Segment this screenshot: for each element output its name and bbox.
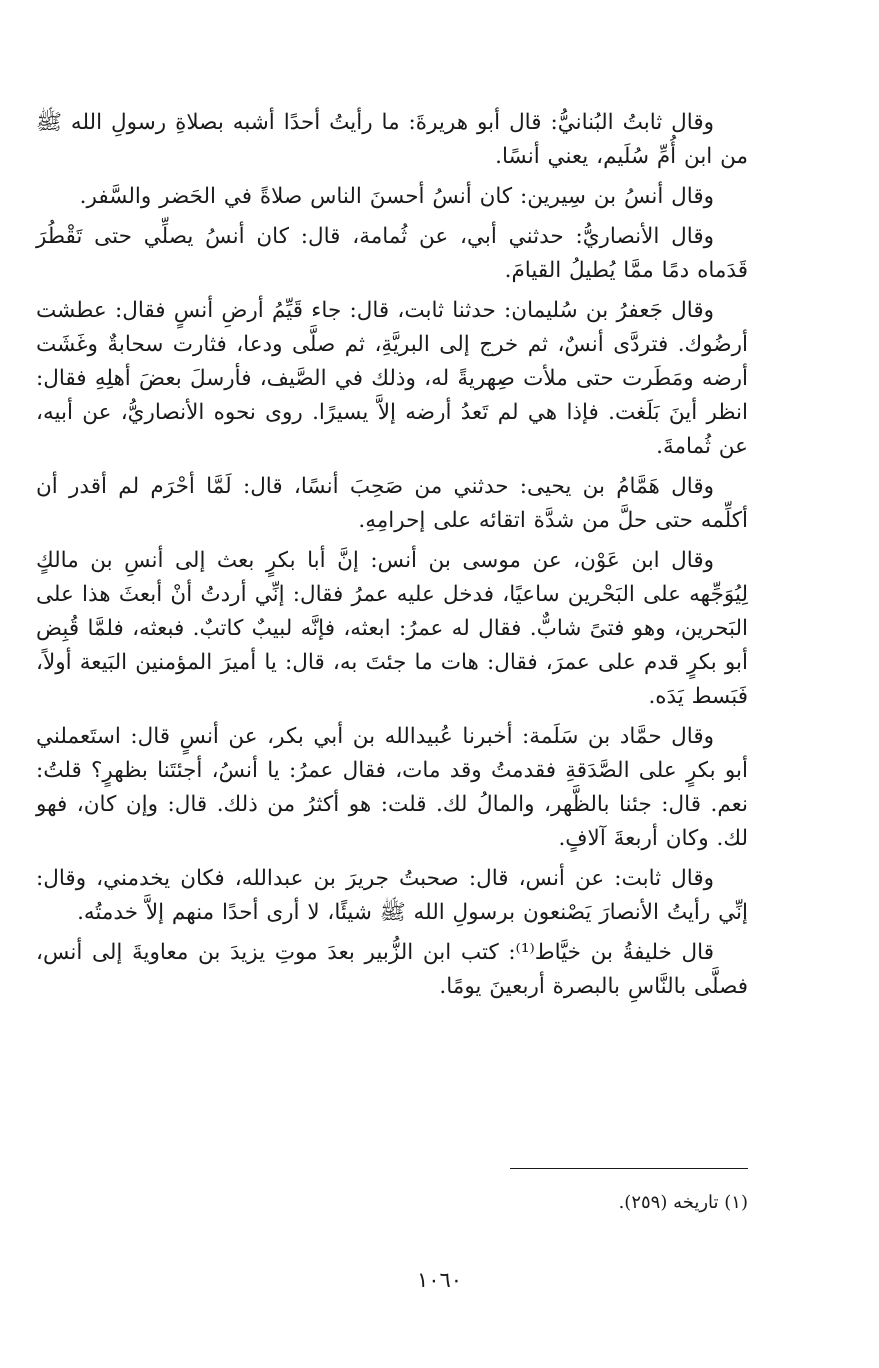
paragraph: وقال حمَّاد بن سَلَمة: أخبرنا عُبيدالله بن أبي بكر، عن أنسٍ قال: استَعملني أبو بكرٍ على الصَّدَقةِ فقدمتُ وقد مات، فقال عمرُ: يا أنسُ، أجئتَنا بظهرٍ؟ قلتُ: نعم. قال: جئنا بالظَّهر، والمالُ لك. قلت: هو أكثرُ من ذلك. قال: وإن كان، فهو لك. وكان أربعةَ آلافٍ. — [36, 724, 748, 851]
paragraph: وقال ثابت: عن أنس، قال: صحبتُ جريرَ بن عبدالله، فكان يخدمني، وقال: إنِّي رأيتُ الأنصارَ يَصْنعون برسولِ الله ﷺ شيئًا، لا أرى أحدًا منهم إلاَّ خدمتُه. — [36, 866, 748, 925]
paragraph: قال خليفةُ بن خيَّاط⁽¹⁾: كتب ابن الزُّبير بعدَ موتِ يزيدَ بن معاويةَ إلى أنس، فصلَّى بالنَّاسِ بالبصرة أربعينَ يومًا. — [36, 940, 748, 999]
paragraph: وقال الأنصاريُّ: حدثني أبي، عن ثُمامة، قال: كان أنسُ يصلِّي حتى تَقْطُرَ قَدَماه دمًا ممَّا يُطيلُ القيامَ. — [36, 224, 748, 283]
paragraph: وقال ابن عَوْن، عن موسى بن أنس: إنَّ أبا بكرٍ بعث إلى أنسِ بن مالكٍ لِيُوَجِّهه على البَحْرين ساعيًا، فدخل عليه عمرُ فقال: إنِّي أردتُ أنْ أبعثَ هذا على البَحرين، وهو فتىً شابٌّ. فقال له عمرُ: ابعثه، فإنَّه لبيبٌ كاتبٌ. فبعثه، فلمَّا قُبِض أبو بكرٍ قدم على عمرَ، فقال: هات ما جئتَ به، قال: يا أميرَ المؤمنين البَيعة أولاً، فَبَسط يَدَه. — [36, 548, 748, 709]
page-number: ١٠٦٠ — [416, 1268, 463, 1292]
footnote: (١) تاريخه (٢٥٩). — [618, 1192, 748, 1213]
paragraph: وقال أنسُ بن سِيرين: كان أنسُ أحسنَ الناس صلاةً في الحَضر والسَّفر. — [79, 184, 714, 209]
main-text — [36, 106, 748, 1010]
paragraph: وقال ثابتُ البُنانيُّ: قال أبو هريرةَ: ما رأيتُ أحدًا أشبه بصلاةِ رسولِ الله ﷺ من ابن أُمِّ سُلَيم، يعني أنسًا. — [36, 110, 748, 169]
footnote-separator — [510, 1168, 748, 1169]
paragraph: وقال جَعفرُ بن سُليمان: حدثنا ثابت، قال: جاء قَيِّمُ أرضِ أنسٍ فقال: عطشت أرضُوك. فتردَّى أنسٌ، ثم خرج إلى البريَّةِ، ثم صلَّى ودعا، فثارت سحابةٌ وغَشَت أرضه ومَطَرت حتى ملأت صِهريةً له، وذلك في الصَّيف، فأرسلَ بعضَ أهلِهِ فقال: انظر أينَ بَلَغت. فإذا هي لم تَعدُ أرضه إلاَّ يسيرًا. روى نحوه الأنصاريُّ، عن أبيه، عن ثُمامةَ. — [36, 298, 748, 459]
paragraph: وقال هَمَّامُ بن يحيى: حدثني من صَحِبَ أنسًا، قال: لَمَّا أحْرَم لم أقدر أن أكلِّمه حتى حلَّ من شدَّة اتقائه على إحرامِهِ. — [36, 474, 748, 533]
